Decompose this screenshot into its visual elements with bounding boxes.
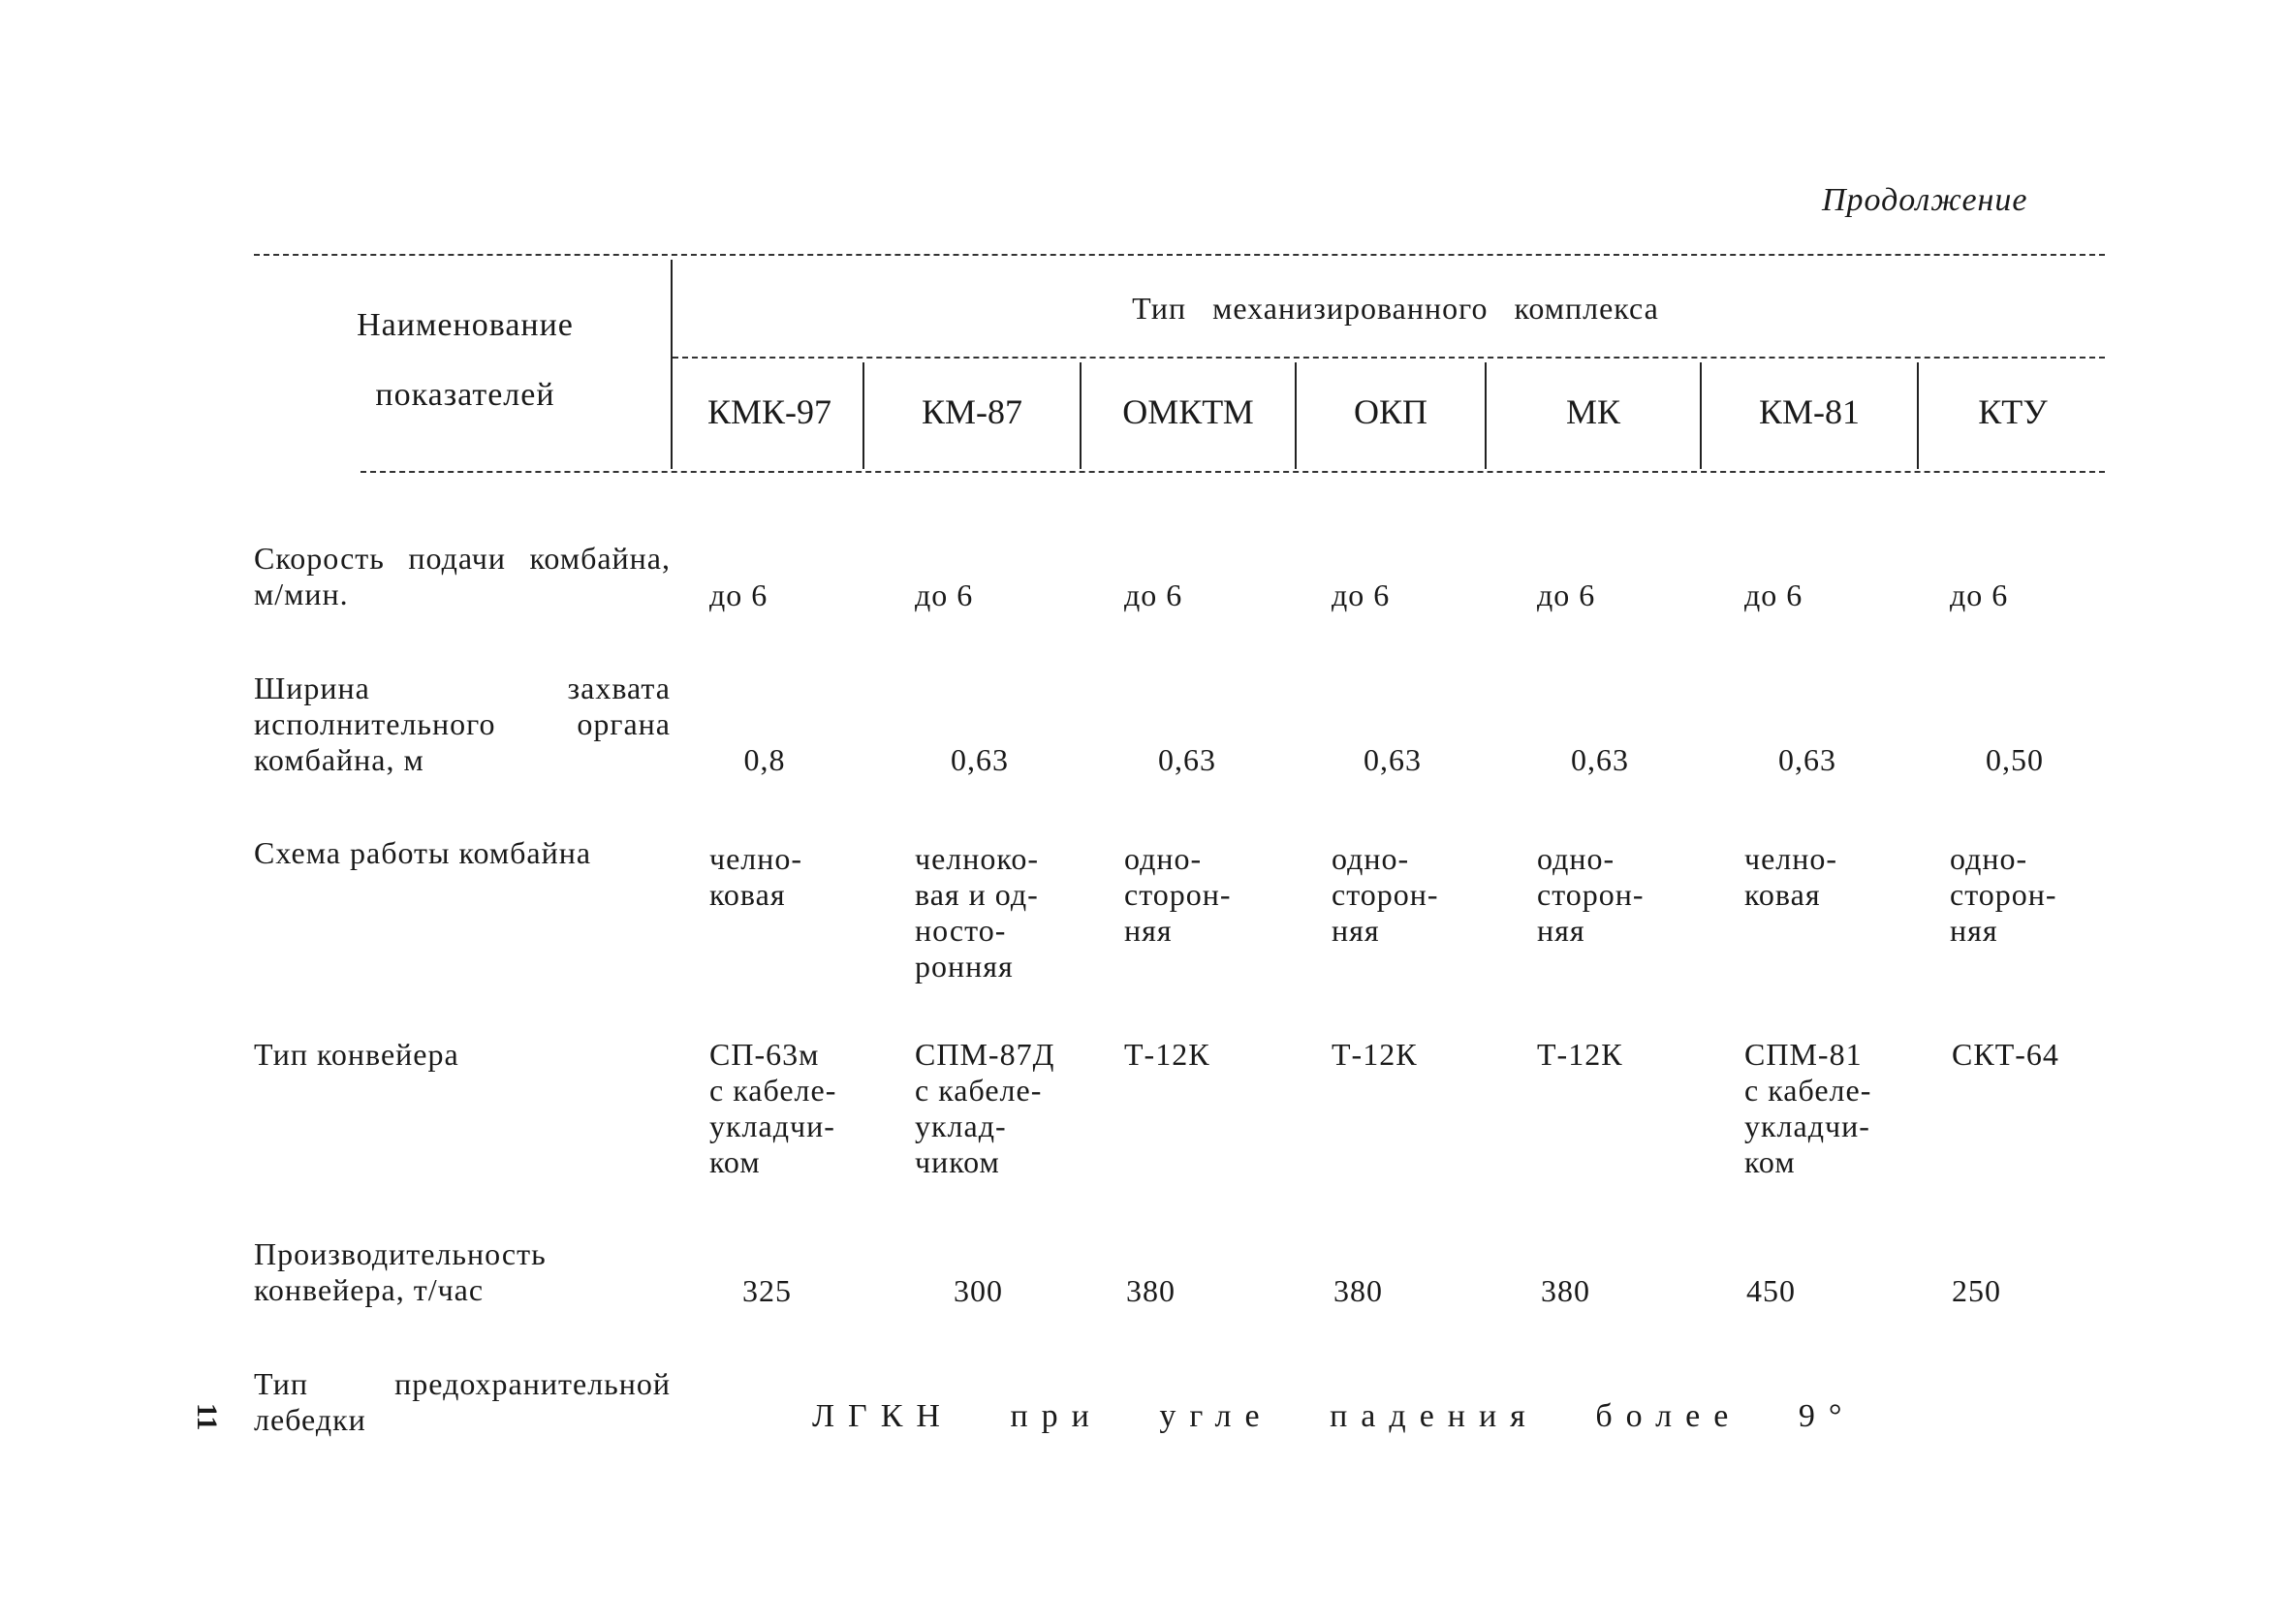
column-divider bbox=[1917, 362, 1919, 469]
row-label-feed-speed: Скорость подачи комбайна, м/мин. bbox=[254, 541, 671, 611]
row-label-safety-winch: Тип предохранительной лебедки bbox=[254, 1366, 671, 1437]
table-cell: СПМ-87Д с кабеле- уклад- чиком bbox=[915, 1037, 1055, 1179]
table-cell: до 6 bbox=[1744, 578, 1803, 612]
header-bottom-rule bbox=[361, 471, 2105, 473]
table-cell: до 6 bbox=[1537, 578, 1596, 612]
table-cell: 380 bbox=[1126, 1273, 1176, 1308]
table-cell: до 6 bbox=[1124, 578, 1183, 612]
table-cell: Т-12К bbox=[1332, 1037, 1418, 1072]
row-label-conveyor-capacity: Производительность конвейера, т/час bbox=[254, 1236, 547, 1307]
header-name-line: показателей bbox=[375, 377, 555, 413]
continuation-label: Продолжение bbox=[1822, 182, 2028, 218]
header-name-cell bbox=[262, 291, 669, 430]
column-header: ОМКТМ bbox=[1122, 392, 1254, 431]
table-cell: 450 bbox=[1746, 1273, 1796, 1308]
table-cell: 0,63 bbox=[1158, 742, 1216, 777]
column-header: ОКП bbox=[1353, 392, 1427, 431]
table-cell: одно- сторон- няя bbox=[1124, 841, 1232, 948]
table-cell: 380 bbox=[1333, 1273, 1383, 1308]
column-header: КМ-87 bbox=[921, 392, 1022, 431]
table-cell: СПМ-81 с кабеле- укладчи- ком bbox=[1744, 1037, 1872, 1179]
row-label-cutting-width: Ширина захвата исполнительного органа комбайна, м bbox=[254, 671, 671, 777]
table-cell: 0,63 bbox=[1571, 742, 1629, 777]
table-cell: одно- сторон- няя bbox=[1537, 841, 1645, 948]
table-cell: до 6 bbox=[915, 578, 974, 612]
table-cell: 0,63 bbox=[1778, 742, 1836, 777]
table-cell: 300 bbox=[954, 1273, 1003, 1308]
group-underline-rule bbox=[673, 357, 2105, 359]
table-cell: 250 bbox=[1952, 1273, 2001, 1308]
table-cell: 0,63 bbox=[951, 742, 1009, 777]
table-top-rule bbox=[254, 254, 2105, 256]
column-header: КТУ bbox=[1978, 392, 2048, 431]
header-divider-vertical bbox=[671, 260, 673, 469]
table-cell: 325 bbox=[742, 1273, 792, 1308]
page-number: 11 bbox=[191, 1403, 223, 1431]
table-cell: челноко- вая и од- носто- ронняя bbox=[915, 841, 1039, 984]
safety-winch-value: ЛГКН при угле падения более 9° bbox=[812, 1398, 1856, 1434]
table-cell: Т-12К bbox=[1537, 1037, 1623, 1072]
table-cell: Т-12К bbox=[1124, 1037, 1210, 1072]
header-group-title: Тип механизированного комплекса bbox=[1132, 291, 1659, 326]
column-divider bbox=[862, 362, 864, 469]
column-header: КМ-81 bbox=[1758, 392, 1860, 431]
row-label-operating-scheme: Схема работы комбайна bbox=[254, 835, 592, 870]
table-cell: до 6 bbox=[1950, 578, 2009, 612]
column-divider bbox=[1485, 362, 1487, 469]
table-cell: 0,50 bbox=[1986, 742, 2044, 777]
table-cell: одно- сторон- няя bbox=[1950, 841, 2057, 948]
column-divider bbox=[1080, 362, 1082, 469]
table-cell: 380 bbox=[1541, 1273, 1590, 1308]
table-cell: до 6 bbox=[1332, 578, 1391, 612]
column-header: МК bbox=[1565, 392, 1621, 431]
table-cell: челно- ковая bbox=[709, 841, 803, 912]
table-cell: 0,63 bbox=[1364, 742, 1422, 777]
column-divider bbox=[1295, 362, 1297, 469]
table-cell: СП-63м с кабеле- укладчи- ком bbox=[709, 1037, 837, 1179]
row-label-conveyor-type: Тип конвейера bbox=[254, 1037, 459, 1072]
column-divider bbox=[1700, 362, 1702, 469]
column-header: КМК-97 bbox=[706, 392, 832, 431]
table-cell: 0,8 bbox=[743, 742, 786, 777]
table-cell: одно- сторон- няя bbox=[1332, 841, 1439, 948]
header-name-line: Наименование bbox=[357, 307, 574, 343]
table-cell: до 6 bbox=[709, 578, 768, 612]
table-cell: челно- ковая bbox=[1744, 841, 1838, 912]
table-cell: СКТ-64 bbox=[1952, 1037, 2059, 1072]
